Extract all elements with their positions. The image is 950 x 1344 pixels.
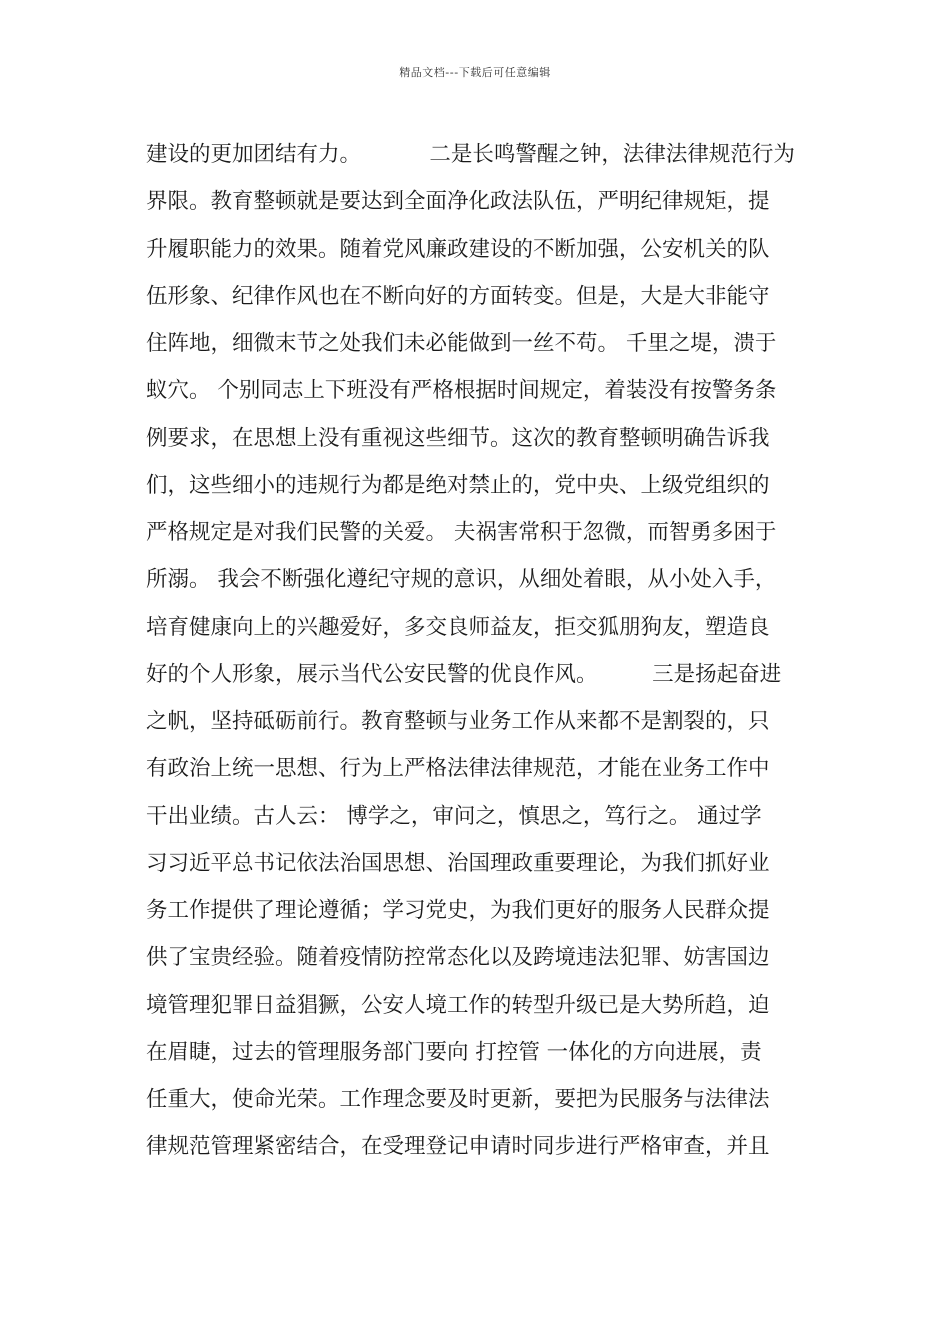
text-line: 任重大，使命光荣。工作理念要及时更新，要把为民服务与法律法 <box>146 1087 770 1112</box>
document-body <box>146 131 826 1171</box>
text-line: 升履职能力的效果。随着党风廉政建设的不断加强，公安机关的队 <box>146 236 770 262</box>
text-line: 之帆，坚持砥砺前行。教育整顿与业务工作从来都不是割裂的，只 <box>146 709 770 734</box>
text-line: 所溺。 我会不断强化遵纪守规的意识，从细处着眼，从小处入手， <box>146 567 777 593</box>
text-line: 严格规定是对我们民警的关爱。 夫祸害常积于忽微，而智勇多困于 <box>146 520 777 545</box>
text-line: 们，这些细小的违规行为都是绝对禁止的，党中央、上级党组织的 <box>146 472 770 498</box>
text-line: 好的个人形象，展示当代公安民警的优良作风。 三是扬起奋进 <box>146 661 782 687</box>
text-line: 律规范管理紧密结合，在受理登记申请时同步进行严格审查，并且 <box>146 1134 770 1160</box>
text-line: 务工作提供了理论遵循；学习党史，为我们更好的服务人民群众提 <box>146 898 770 923</box>
text-line: 住阵地，细微末节之处我们未必能做到一丝不苟。 千里之堤，溃于 <box>146 331 777 356</box>
text-line: 伍形象、纪律作风也在不断向好的方面转变。但是，大是大非能守 <box>146 283 770 309</box>
text-line: 在眉睫，过去的管理服务部门要向 打控管 一体化的方向进展，责 <box>146 1039 762 1065</box>
text-line: 有政治上统一思想、行为上严格法律法律规范，才能在业务工作中 <box>146 756 770 782</box>
text-line: 界限。教育整顿就是要达到全面净化政法队伍，严明纪律规矩，提 <box>146 189 770 215</box>
text-line: 例要求，在思想上没有重视这些细节。这次的教育整顿明确告诉我 <box>146 425 770 451</box>
page-header: 精品文档---下载后可任意编辑 <box>399 66 551 79</box>
text-line: 习习近平总书记依法治国思想、治国理政重要理论，为我们抓好业 <box>146 850 770 876</box>
text-line: 蚁穴。 个别同志上下班没有严格根据时间规定，着装没有按警务条 <box>146 378 777 404</box>
text-line: 建设的更加团结有力。 二是长鸣警醒之钟，法律法律规范行为 <box>146 142 795 167</box>
text-line: 干出业绩。古人云： 博学之，审问之，慎思之，笃行之。 通过学 <box>146 803 762 829</box>
text-line: 供了宝贵经验。随着疫情防控常态化以及跨境违法犯罪、妨害国边 <box>146 945 770 971</box>
text-line: 培育健康向上的兴趣爱好，多交良师益友，拒交狐朋狗友，塑造良 <box>146 614 770 640</box>
text-line: 境管理犯罪日益猖獗，公安人境工作的转型升级已是大势所趋，迫 <box>146 992 770 1018</box>
